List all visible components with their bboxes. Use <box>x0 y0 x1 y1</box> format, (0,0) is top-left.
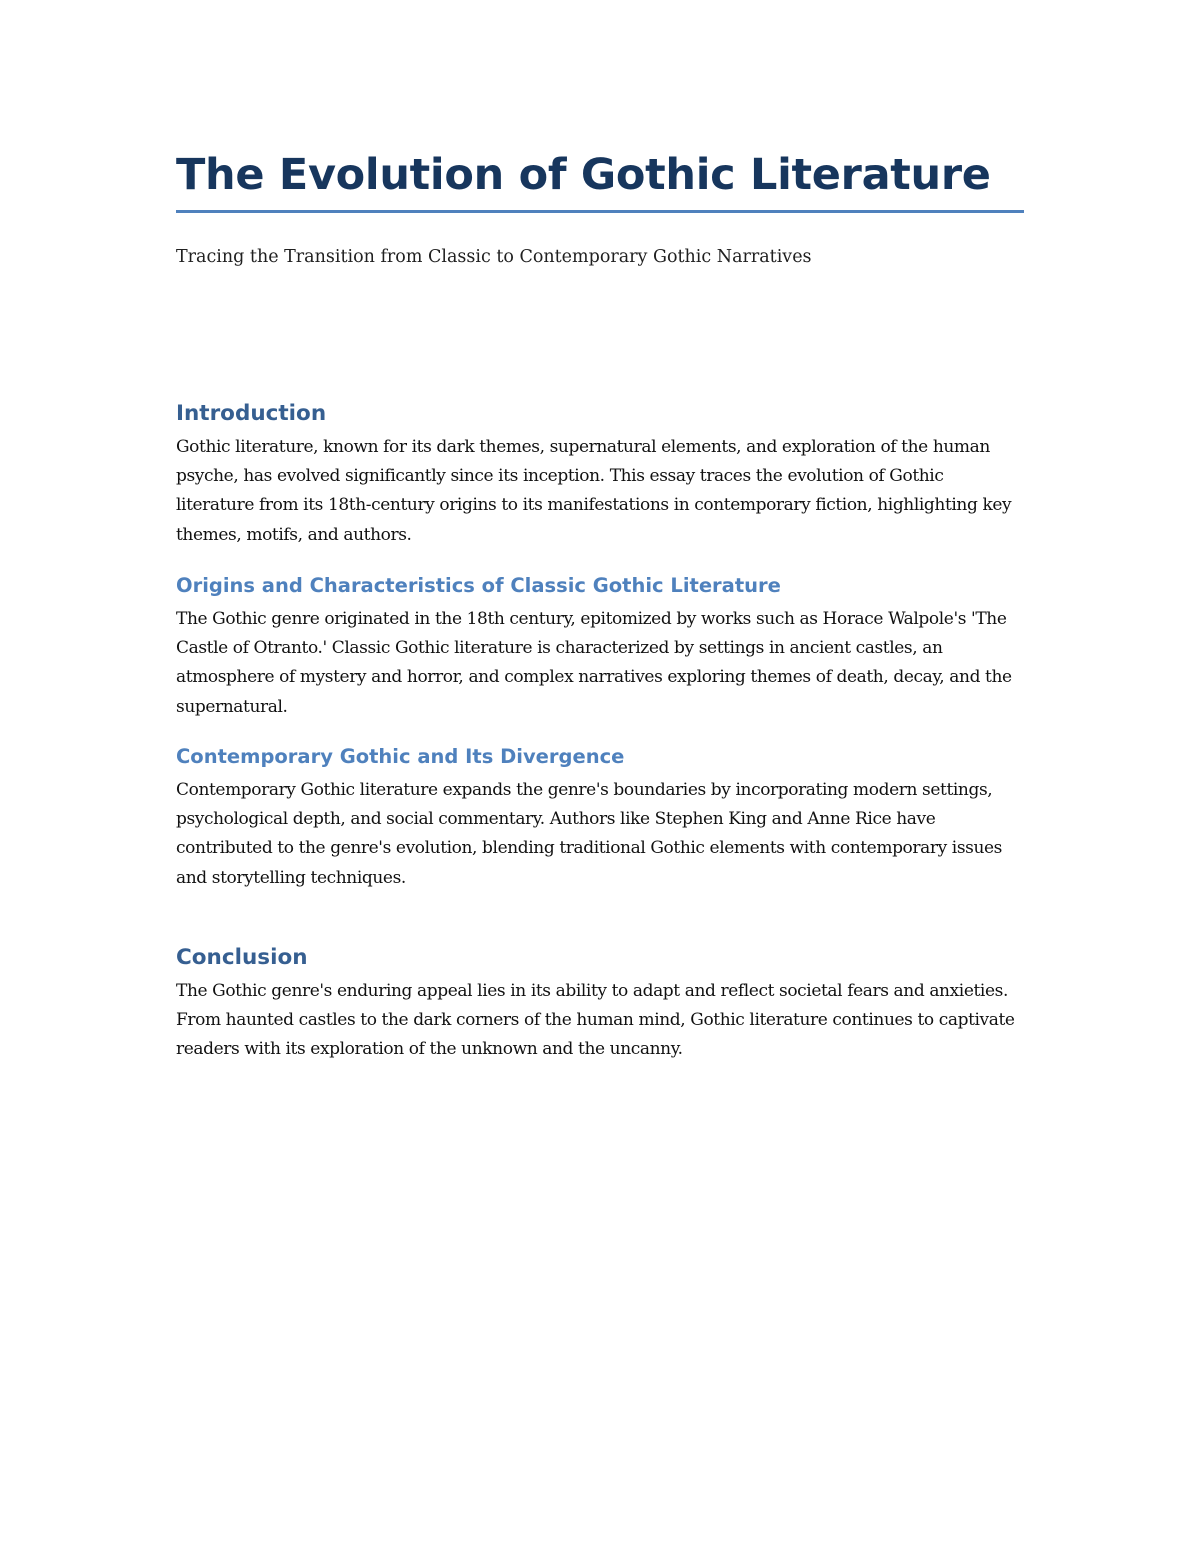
section-heading: Conclusion <box>176 945 308 970</box>
section-heading: Contemporary Gothic and Its Divergence <box>176 745 625 768</box>
section-conclusion <box>176 943 1024 1065</box>
title-divider <box>176 210 1024 213</box>
section-body: Gothic literature, known for its dark themes, supernatural elements, and exploration of the human psyche, has evolved significantly since its inception. This essay traces the evolution of Gothic literature from its 18th-century origins to its manifestations in contemporary fiction, highlighting key themes, motifs, and authors. <box>176 437 1012 545</box>
section-body: The Gothic genre originated in the 18th century, epitomized by works such as Horace Walpole's 'The Castle of Otranto.' Classic Gothic literature is characterized by settings in ancient castles, an atmosphere of mystery and horror, and complex narratives exploring themes of death, decay, and the supernatural. <box>176 609 1012 717</box>
section-contemporary <box>176 742 1024 893</box>
section-body: The Gothic genre's enduring appeal lies in its ability to adapt and reflect societal fears and anxieties. From haunted castles to the dark corners of the human mind, Gothic literature continues to captivate readers with its exploration of the unknown and the uncanny. <box>176 981 1015 1060</box>
section-origins <box>176 571 1024 722</box>
document-title: The Evolution of Gothic Literature <box>176 150 991 200</box>
section-heading: Origins and Characteristics of Classic Gothic Literature <box>176 574 781 597</box>
section-heading: Introduction <box>176 401 327 426</box>
section-introduction <box>176 399 1024 550</box>
document-subtitle: Tracing the Transition from Classic to Contemporary Gothic Narratives <box>176 247 812 267</box>
title-block <box>176 140 1024 269</box>
section-body: Contemporary Gothic literature expands the genre's boundaries by incorporating modern settings, psychological depth, and social commentary. Authors like Stephen King and Anne Rice have contributed to the genre's evolution, blending traditional Gothic elements with contemporary issues and storytelling techniques. <box>176 780 1002 888</box>
